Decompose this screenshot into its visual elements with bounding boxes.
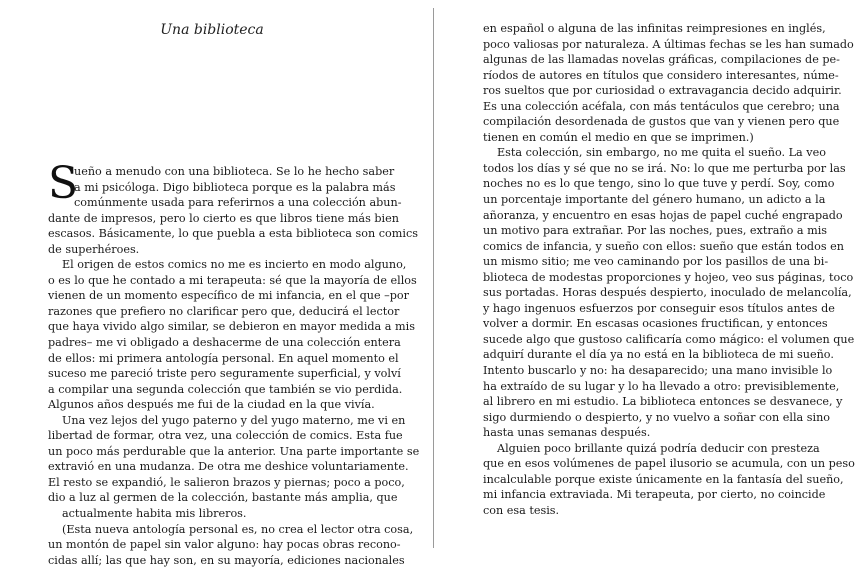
text-line: (Esta nueva antología personal es, no crea el lector otra cosa, xyxy=(62,522,414,536)
text-line: vienen de un momento específico de mi infancia, en el que –por xyxy=(48,289,410,303)
text-line: que en esos volúmenes de papel ilusorio se acumula, con un peso xyxy=(483,457,855,471)
text-line: noches no es lo que tengo, sino lo que tuve y perdí. Soy, como xyxy=(483,177,835,191)
text-line: tienen en común el medio en que se imprimen.) xyxy=(483,130,754,144)
text-line: volver a dormir. En escasas ocasiones fructifican, y entonces xyxy=(483,317,828,331)
text-line: cidas allí; las que hay son, en su mayoría, ediciones nacionales xyxy=(48,553,405,567)
text-line: algunas de las llamadas novelas gráficas, compilaciones de pe- xyxy=(483,53,840,67)
page-gutter xyxy=(433,8,434,548)
text-line: poco valiosas por naturaleza. A últimas fechas se les han sumado xyxy=(483,37,854,51)
text-line: padres– me vi obligado a deshacerme de una colección entera xyxy=(48,336,401,350)
text-line: sucede algo que gustoso calificaría como mágico: el volumen que xyxy=(483,332,855,346)
text-line: Es una colección acéfala, con más tentáculos que cerebro; una xyxy=(483,99,840,113)
text-line: adquirí durante el día ya no está en la biblioteca de mi sueño. xyxy=(483,348,834,362)
text-line: El origen de estos comics no me es incierto en modo alguno, xyxy=(62,258,407,272)
text-line: actualmente habita mis libreros. xyxy=(62,507,247,521)
text-line: El resto se expandió, le salieron brazos y piernas; poco a poco, xyxy=(48,475,405,489)
text-line: mi infancia extraviada. Mi terapeuta, por cierto, no coincide xyxy=(483,488,826,502)
drop-cap: S xyxy=(48,158,79,209)
text-line: comúnmente usada para referirnos a una colección abun- xyxy=(74,196,402,210)
text-line: extravió en una mudanza. De otra me deshice voluntariamente. xyxy=(48,460,409,474)
text-line: escasos. Básicamente, lo que puebla a esta biblioteca son comics xyxy=(48,227,418,241)
text-line: o es lo que he contado a mi terapeuta: sé que la mayoría de ellos xyxy=(48,273,417,287)
text-line: Esta colección, sin embargo, no me quita el sueño. La veo xyxy=(497,146,826,160)
text-line: en español o alguna de las infinitas reimpresiones en inglés, xyxy=(483,22,826,35)
text-line: dio a luz al germen de la colección, bastante más amplia, que xyxy=(48,491,398,505)
text-line: un motivo para extrañar. Por las noches, pues, extraño a mis xyxy=(483,224,828,238)
text-line: todos los días y sé que no se irá. No: lo que me perturba por las xyxy=(483,161,846,175)
text-line: a mi psicóloga. Digo biblioteca porque es la palabra más xyxy=(74,180,396,194)
text-line: incalculable porque existe únicamente en la fantasía del sueño, xyxy=(483,472,844,486)
text-line: ros sueltos que por curiosidad o extravagancia decido adquirir. xyxy=(483,84,842,98)
text-line: con esa tesis. xyxy=(483,503,560,517)
text-line: un poco más perdurable que la anterior. Una parte importante se xyxy=(48,444,420,458)
text-line: añoranza, y encuentro en esas hojas de papel cuché engrapado xyxy=(483,208,843,222)
text-line: de superhéroes. xyxy=(48,242,140,256)
text-line: Intento buscarlo y no: ha desaparecido; una mano invisible lo xyxy=(483,364,833,378)
text-line: libertad de formar, otra vez, una colección de comics. Esta fue xyxy=(48,429,403,443)
text-line: un mismo sitio; me veo caminando por los pasillos de una bi- xyxy=(483,255,829,269)
text-line: suceso me pareció triste pero seguramente superficial, y volví xyxy=(48,367,401,381)
chapter-title: Una biblioteca xyxy=(160,22,264,38)
text-line: Alguien poco brillante quizá podría deducir con presteza xyxy=(497,441,820,455)
text-line: Algunos años después me fui de la ciudad en la que vivía. xyxy=(48,398,375,412)
text-line: ueño a menudo con una biblioteca. Se lo he hecho saber xyxy=(74,165,395,178)
text-line: dante de impresos, pero lo cierto es que libros tiene más bien xyxy=(48,211,399,225)
text-line: al librero en mi estudio. La biblioteca entonces se desvanece, y xyxy=(483,395,843,409)
text-line: a compilar una segunda colección que también se vio perdida. xyxy=(48,382,403,396)
text-line: de ellos: mi primera antología personal. En aquel momento el xyxy=(48,351,399,365)
text-line: compilación desordenada de gustos que van y vienen pero que xyxy=(483,115,840,129)
text-line: ríodos de autores en títulos que considero interesantes, núme- xyxy=(483,68,839,82)
text-line: sus portadas. Horas después despierto, inoculado de melancolía, xyxy=(483,286,852,300)
text-line: sigo durmiendo o despierto, y no vuelvo a soñar con ella sino xyxy=(483,410,831,424)
text-line: ha extraído de su lugar y lo ha llevado a otro: previsiblemente, xyxy=(483,379,840,393)
text-line: un montón de papel sin valor alguno: hay pocas obras recono- xyxy=(48,538,401,552)
text-line: que haya vivido algo similar, se debieron en mayor medida a mis xyxy=(48,320,415,334)
text-line: blioteca de modestas proporciones y hojeo, veo sus páginas, toco xyxy=(483,270,854,284)
right-page-text xyxy=(483,21,855,519)
text-line: un porcentaje importante del género humano, un adicto a la xyxy=(483,193,826,207)
text-line: razones que prefiero no clarificar pero que, deducirá el lector xyxy=(48,304,400,318)
text-line: Una vez lejos del yugo paterno y del yugo materno, me vi en xyxy=(62,413,406,427)
text-line: y hago ingenuos esfuerzos por conseguir esos títulos antes de xyxy=(483,301,835,315)
text-line: hasta unas semanas después. xyxy=(483,426,651,440)
text-line: comics de infancia, y sueño con ellos: sueño que están todos en xyxy=(483,239,844,253)
left-page-text xyxy=(48,158,420,568)
